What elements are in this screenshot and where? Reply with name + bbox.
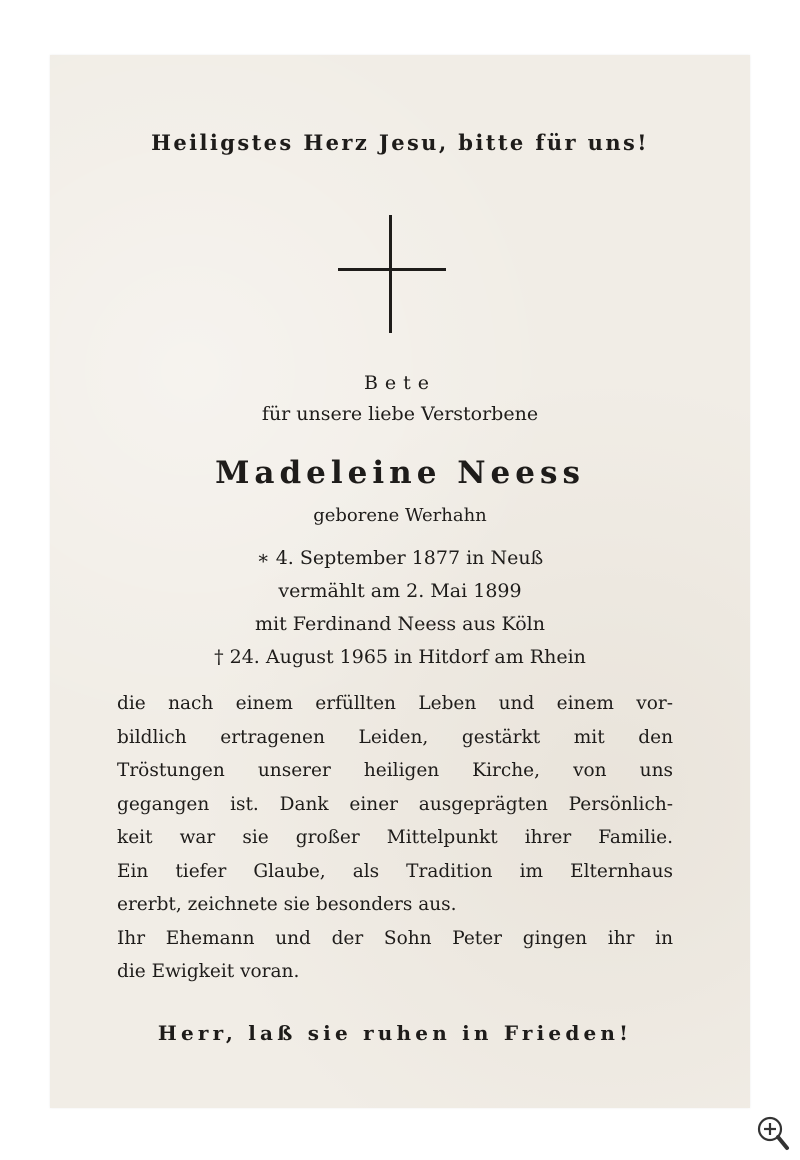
eulogy-line: ererbt, zeichnete sie besonders aus. bbox=[117, 894, 457, 915]
deceased-name: Madeleine Neess bbox=[215, 455, 585, 491]
eulogy-line: Ihr Ehemann und der Sohn Peter gingen ihr in bbox=[117, 927, 673, 949]
spouse-line: mit Ferdinand Neess aus Köln bbox=[255, 613, 545, 635]
maiden-name: geborene Werhahn bbox=[313, 505, 487, 526]
cross-horizontal-bar bbox=[338, 268, 446, 271]
card-footer: Herr, laß sie ruhen in Frieden! bbox=[157, 1021, 633, 1045]
eulogy-line: die Ewigkeit voran. bbox=[117, 961, 300, 982]
zoom-in-icon[interactable] bbox=[756, 1115, 790, 1153]
birth-date: ∗ 4. September 1877 in Neuß bbox=[256, 547, 544, 569]
bete-label: Bete bbox=[363, 372, 437, 394]
eulogy-line: gegangen ist. Dank einer ausgeprägten Persönlich- bbox=[117, 793, 673, 815]
marriage-date: vermählt am 2. Mai 1899 bbox=[278, 580, 522, 602]
eulogy-line: Tröstungen unserer heiligen Kirche, von uns bbox=[117, 760, 673, 781]
cross-vertical-bar bbox=[389, 215, 392, 333]
eulogy-text bbox=[117, 687, 673, 989]
eulogy-line: Ein tiefer Glaube, als Tradition im Elternhaus bbox=[117, 860, 673, 882]
eulogy-line: keit war sie großer Mittelpunkt ihrer Familie. bbox=[117, 827, 673, 848]
memorial-card bbox=[50, 55, 750, 1108]
eulogy-line: bildlich ertragenen Leiden, gestärkt mit den bbox=[117, 726, 673, 748]
cross-icon bbox=[338, 215, 446, 333]
death-date: † 24. August 1965 in Hitdorf am Rhein bbox=[214, 646, 586, 668]
card-header: Heiligstes Herz Jesu, bitte für uns! bbox=[151, 130, 649, 155]
dedication-line: für unsere liebe Verstorbene bbox=[261, 403, 539, 425]
eulogy-line: die nach einem erfüllten Leben und einem vor- bbox=[117, 693, 673, 714]
